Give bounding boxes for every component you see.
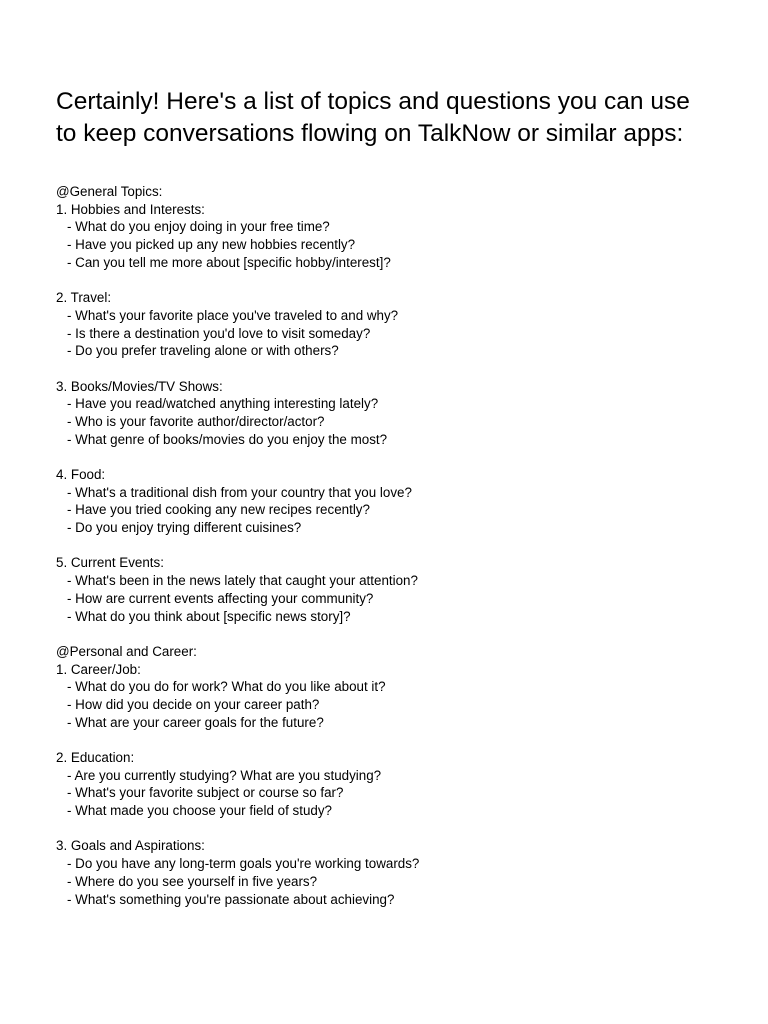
- topic-label: 4. Food:: [56, 467, 106, 482]
- question-item: - Who is your favorite author/director/actor?: [67, 413, 325, 429]
- blank-line: [56, 360, 716, 378]
- question-item: - Have you read/watched anything interesting lately?: [67, 396, 379, 412]
- topic-label: 3. Books/Movies/TV Shows:: [56, 378, 223, 394]
- question-item: - What's something you're passionate about achieving?: [67, 891, 395, 907]
- topic-label: 1. Hobbies and Interests:: [56, 201, 205, 217]
- question-item: - Do you enjoy trying different cuisines?: [67, 520, 302, 536]
- blank-line: [56, 448, 716, 466]
- section-general-topics: [56, 183, 716, 643]
- blank-line: [56, 731, 716, 749]
- topic-label: 3. Goals and Aspirations:: [56, 838, 205, 854]
- question-item: - How did you decide on your career path?: [67, 696, 320, 712]
- question-item: - What's your favorite place you've traveled to and why?: [67, 307, 399, 323]
- question-item: - What's your favorite subject or course so far?: [67, 785, 344, 801]
- question-item: - How are current events affecting your community?: [67, 590, 374, 606]
- topic-label: 1. Career/Job:: [56, 661, 141, 677]
- question-item: - Have you picked up any new hobbies recently?: [67, 237, 356, 253]
- question-item: - Can you tell me more about [specific hobby/interest]?: [67, 254, 391, 270]
- question-item: - What's been in the news lately that caught your attention?: [67, 573, 418, 589]
- document-heading: Certainly! Here's a list of topics and questions you can use to keep conversations flowing on TalkNow or similar apps:: [56, 88, 690, 147]
- topic-label: 5. Current Events:: [56, 555, 164, 571]
- question-item: - Where do you see yourself in five years?: [67, 873, 318, 889]
- blank-line: [56, 271, 716, 289]
- question-item: - What do you do for work? What do you like about it?: [67, 679, 386, 695]
- section-title: @Personal and Career:: [56, 643, 197, 659]
- question-item: - What genre of books/movies do you enjoy the most?: [67, 431, 388, 447]
- question-item: - Is there a destination you'd love to visit someday?: [67, 325, 371, 341]
- blank-line: [56, 625, 716, 643]
- topic-label: 2. Education:: [56, 750, 135, 765]
- question-item: - Do you have any long-term goals you're working towards?: [67, 856, 420, 872]
- section-personal-and-career: [56, 643, 716, 908]
- blank-line: [56, 820, 716, 838]
- question-item: - What's a traditional dish from your country that you love?: [67, 484, 412, 500]
- question-item: - Are you currently studying? What are you studying?: [67, 767, 382, 783]
- question-item: - What are your career goals for the future?: [67, 714, 324, 730]
- topic-label: 2. Travel:: [56, 290, 112, 306]
- blank-line: [56, 537, 716, 555]
- question-item: - What do you think about [specific news story]?: [67, 608, 351, 624]
- question-item: - Have you tried cooking any new recipes recently?: [67, 502, 370, 518]
- question-item: - What do you enjoy doing in your free time?: [67, 219, 330, 235]
- question-item: - What made you choose your field of study?: [67, 803, 332, 819]
- document-page: [56, 86, 716, 908]
- question-item: - Do you prefer traveling alone or with others?: [67, 343, 339, 359]
- section-title: @General Topics:: [56, 184, 163, 199]
